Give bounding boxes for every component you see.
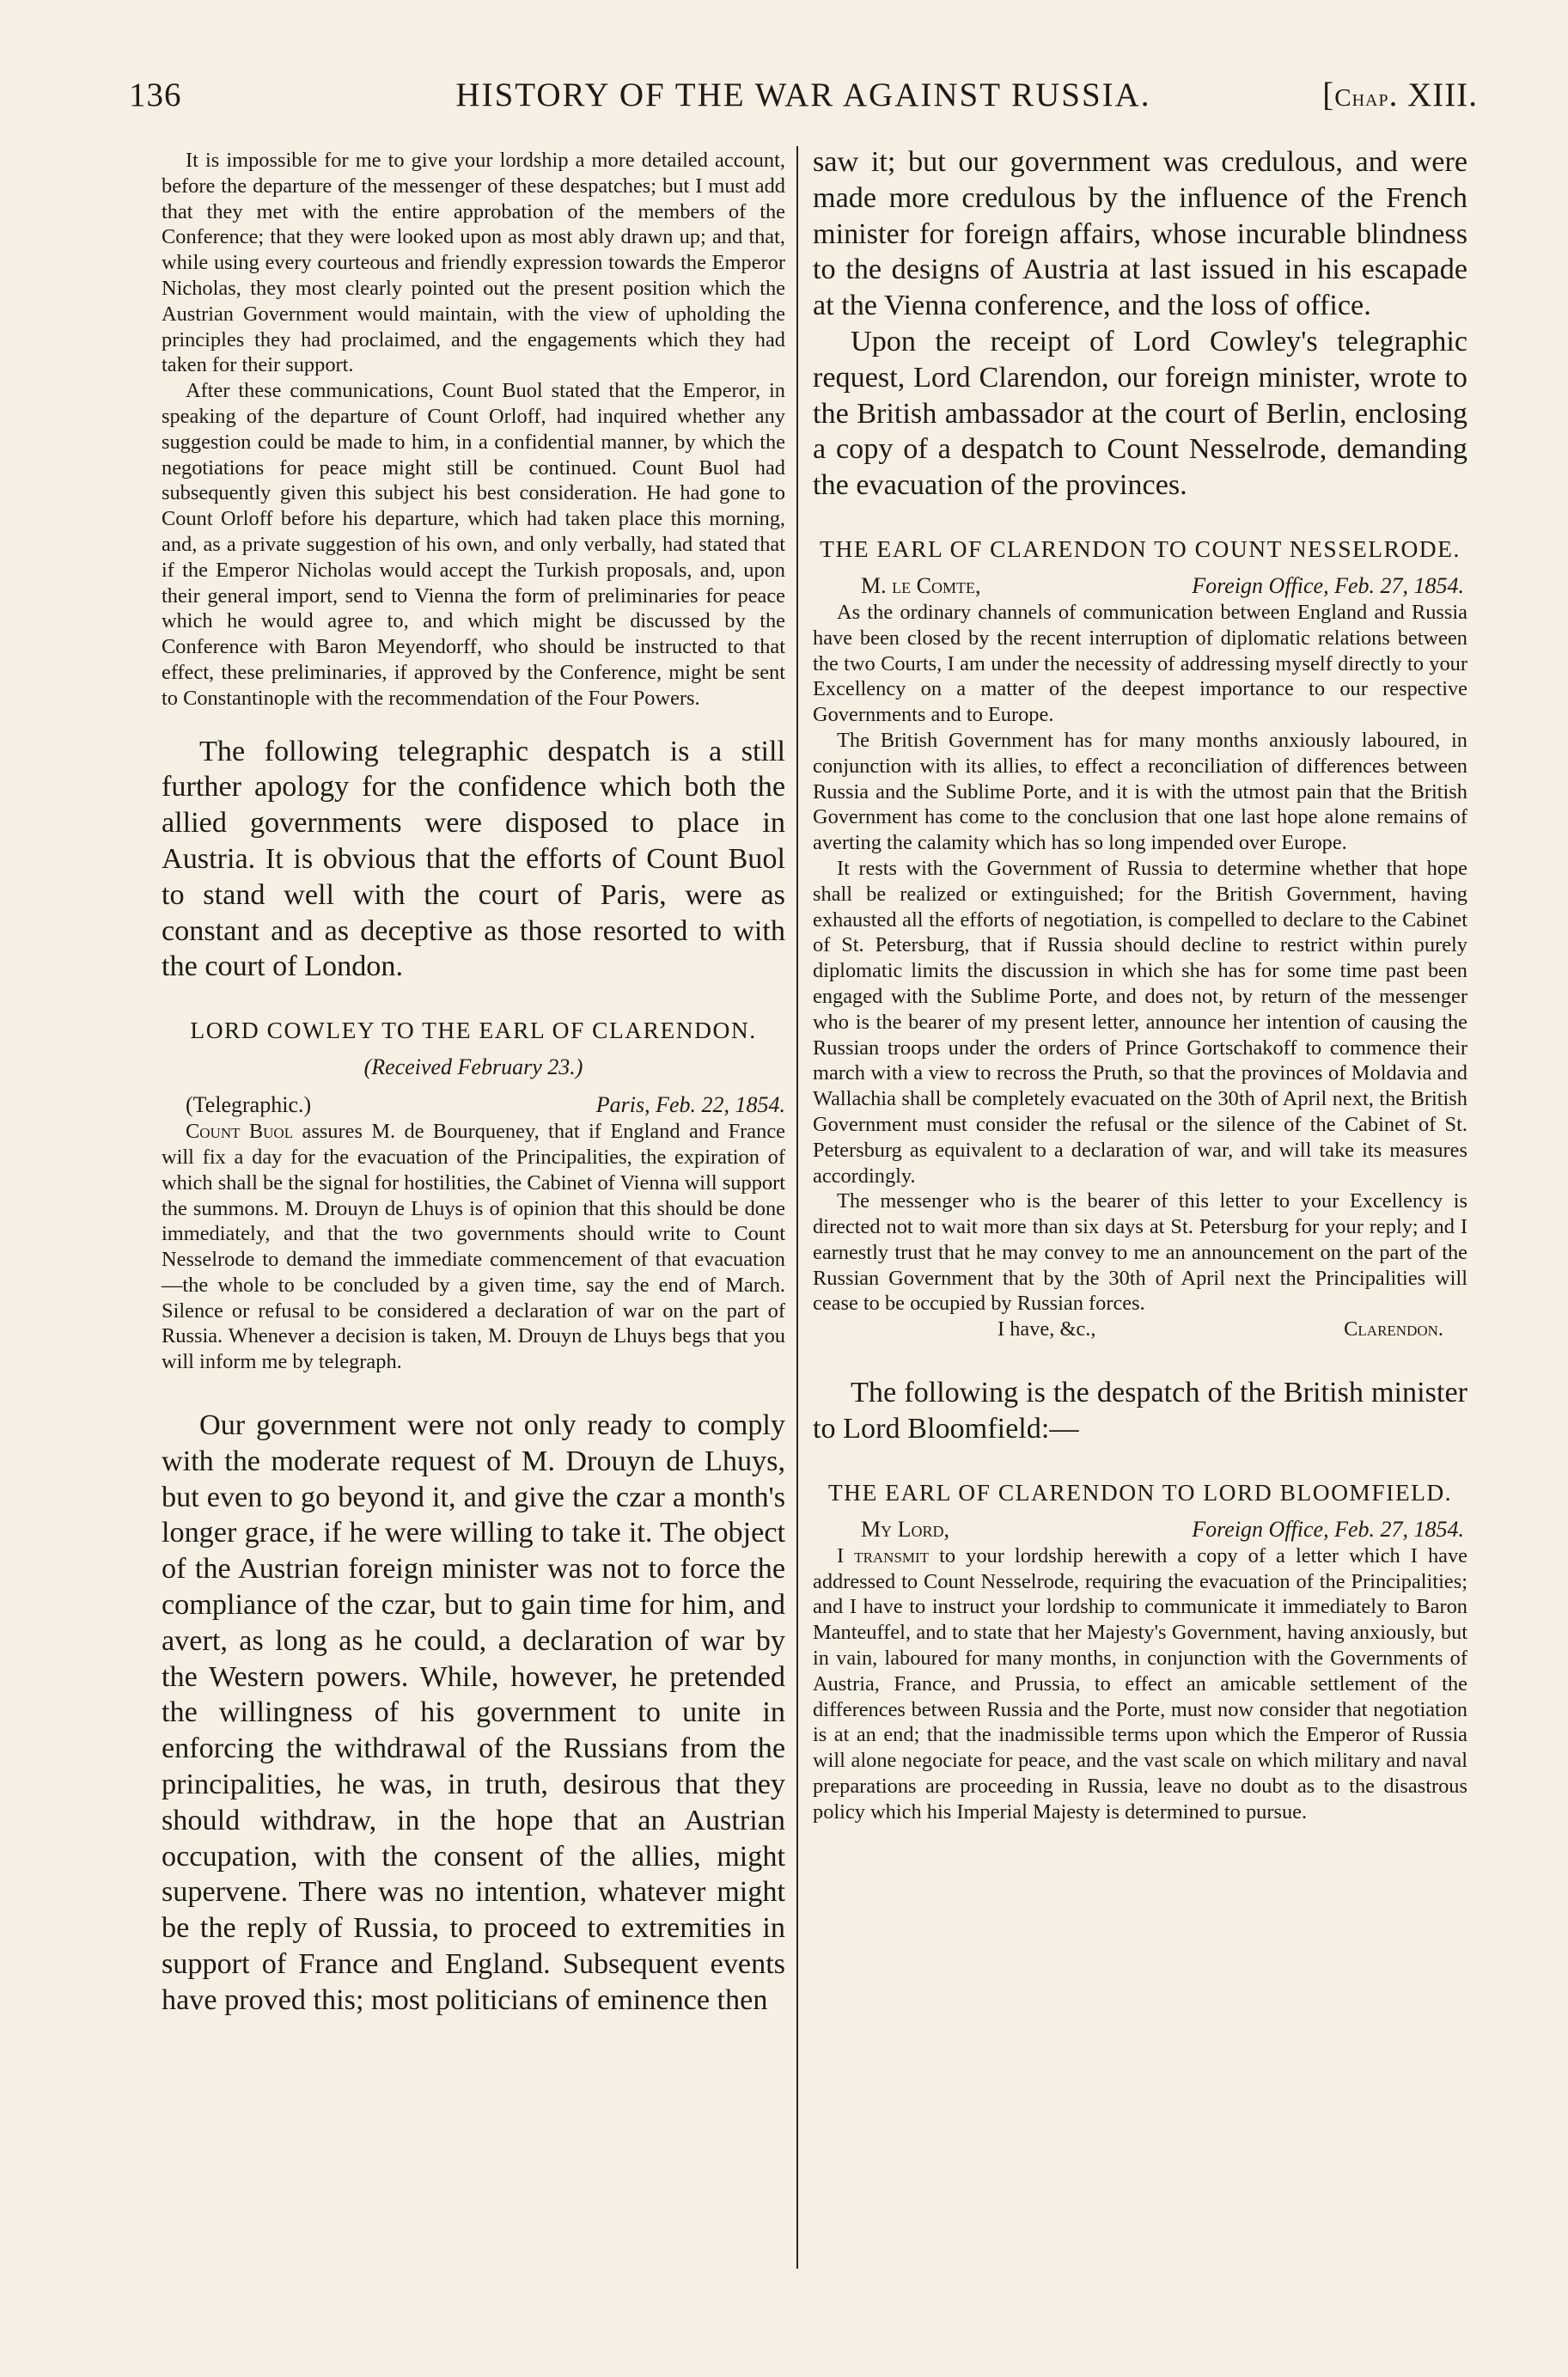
salutation-m: M. [861,572,893,598]
dateline-cowley [162,1091,785,1119]
left-narrative-paragraph-1: The following telegraphic despatch is a still further apology for the confidence which both the allied governments were disposed to place in Austria. It is obvious that the efforts of Count Buol to stand well with the court of Paris, were as constant and as deceptive as those resorted to with the court of London. [162,735,785,983]
letter-nesselrode-paragraph-3: It rests with the Government of Russia to determine whether that hope shall be realized or extinguished; for the British Government, having exhausted all the efforts of negotiation, is compelled to declare to the Cabinet of St. Petersburg, that if Russia should decline to restrict within purely diplomatic limits the discussion in which she has for some time past been engaged with the Sublime Porte, and does not, by return of the messenger who is the bearer of my present letter, announce her intention of causing the Russian troops under the orders of Prince Gortschakoff to commence their march with a view to recross the Pruth, so that the provinces of Moldavia and Wallachia shall be completely evacuated on the 30th of April next, the British Government must consider the refusal or the silence of the Cabinet of St. Petersburg as equivalent to a declaration of war, and will take its measures accordingly. [813,856,1467,1188]
left-column [162,148,785,2019]
bloomfield-lead: I transmit [837,1543,930,1567]
running-header [129,76,1478,127]
letter-heading-nesselrode: THE EARL OF CLARENDON TO COUNT NESSELRODE. [820,535,1461,562]
closing: I have, &c., [998,1317,1096,1341]
salutation-title: le Comte [892,572,975,598]
right-narrative-paragraph-2: Upon the receipt of Lord Cowley's telegraphic request, Lord Clarendon, our foreign minister, wrote to the British ambassador at the court of Berlin, enclosing a copy of a despatch to Count Nesselrode, demanding the evacuation of the provinces. [813,325,1467,502]
letter-nesselrode-paragraph-2: The British Government has for many months anxiously laboured, in conjunction with its allies, to effect a reconciliation of differences between Russia and the Sublime Porte, and it is with the utmost pain that the British Government has come to the conclusion that one last hope alone remains of averting the calamity which has so long impended over Europe. [813,728,1467,855]
right-narrative-paragraph-3: The following is the despatch of the British minister to Lord Bloomfield:— [813,1377,1467,1445]
right-column [813,148,1467,1825]
left-quote-paragraph-1: It is impossible for me to give your lordship a more detailed account, before the departure of the messenger of these despatches; but I must add that they met with the entire approbation of the members of the Conference; that they were looked upon as most ably drawn up; and that, while using every courteous and friendly expression towards the Emperor Nicholas, they most clearly pointed out the present position which the Austrian Government would maintain, with the view of upholding the principles they had proclaimed, and the engagements which they had taken for their support. [162,149,785,377]
received-note [162,1054,785,1081]
date-cowley: Paris, Feb. 22, 1854. [595,1092,785,1118]
chapter-bracket: [ [1322,76,1335,113]
chapter-label [1322,76,1478,114]
letter-heading-bloomfield: THE EARL OF CLARENDON TO LORD BLOOMFIELD. [827,1478,1453,1506]
signature-line [813,1317,1467,1342]
date-nesselrode: Foreign Office, Feb. 27, 1854. [1192,572,1464,598]
signature: Clarendon. [1344,1317,1443,1341]
chapter-number: . XIII. [1388,76,1478,113]
telegram-text: assures M. de Bourqueney, that if England and France will fix a day for the evacuation of the Principalities, the expiration of which shall be the signal for hostilities, the Cabinet of Vienna will support the summons. M. Drouyn de Lhuys is of opinion that this should be done immediately, and that the two governments should write to Count Nesselrode to demand the immediate commencement of that evacuation—the whole to be concluded by a given time, say the end of March. Silence or refusal to be considered a declaration of war on the part of Russia. Whenever a decision is taken, M. Drouyn de Lhuys begs that you will inform me by telegraph. [162,1120,785,1374]
telegraphic-label: (Telegraphic.) [186,1092,312,1118]
book-title: HISTORY OF THE WAR AGAINST RUSSIA. [455,76,1151,113]
bloomfield-text: to your lordship herewith a copy of a letter which I have addressed to Count Nesselrode, requiring the evacuation of the Principalities; and I have to instruct your lordship to communicate it immediately to Baron Manteuffel, and to state that her Majesty's Government, having anxiously, but in vain, laboured for many months, in conjunction with the Governments of Austria, France, and Prussia, to effect an amicable settlement of the differences between Russia and the Porte, must now consider that negotiation is at an end; that the inadmissible terms upon which the Emperor of Russia will alone negociate for peace, and the vast scale on which military and naval preparations are proceeding in Russia, leave no doubt as to the disastrous policy which his Imperial Majesty is determined to pursue. [813,1543,1467,1824]
letter-nesselrode-paragraph-1: As the ordinary channels of communication between England and Russia have been closed by the recent interruption of diplomatic relations between the two Courts, I am under the necessity of addressing myself directly to your Excellency on a matter of the deepest importance to our respective Governments and to Europe. [813,600,1467,727]
left-narrative-paragraph-2: Our government were not only ready to comply with the moderate request of M. Drouyn de Lhuys, but even to go beyond it, and give the czar a month's longer grace, if he were willing to take it. The object of the Austrian foreign minister was not to force the compliance of the czar, but to gain time for him, and avert, as long as he could, a declaration of war by the Western powers. While, however, he pretended the willingness of his government to unite in enforcing the withdrawal of the Russians from the principalities, he was, in truth, desirous that they should withdraw, in the hope that an Austrian occupation, with the consent of the allies, might supervene. There was no intention, whatever might be the reply of Russia, to proceed to extremities in support of France and England. Subsequent events have proved this; most politicians of eminence then [162,1409,785,2016]
chapter-word: Chap [1334,84,1389,112]
salutation-comma: , [974,572,981,598]
received-text: (Received February 23.) [363,1054,583,1080]
letter-bloomfield-paragraph [813,1543,1467,1825]
telegram-body [162,1119,785,1375]
dateline-bloomfield [813,1516,1467,1543]
column-divider [796,146,798,2269]
telegram-lead: Count Buol [186,1120,294,1144]
salutation-bloomfield: My Lord, [861,1516,950,1542]
right-narrative-paragraph-1: saw it; but our government was credulous, and were made more credulous by the influence of the French minister for foreign affairs, whose incurable blindness to the designs of Austria at last issued in his escapade at the Vienna conference, and the loss of office. [813,146,1467,322]
page-number: 136 [129,76,182,113]
letter-heading-cowley: LORD COWLEY TO THE EARL OF CLARENDON. [190,1017,757,1044]
date-bloomfield: Foreign Office, Feb. 27, 1854. [1192,1516,1464,1542]
dateline-nesselrode [813,572,1467,600]
left-quote-paragraph-2: After these communications, Count Buol stated that the Emperor, in speaking of the departure of Count Orloff, had inquired whether any suggestion could be made to him, in a confidential manner, by which the negotiations for peace might still be continued. Count Buol had subsequently given this subject his best consideration. He had gone to Count Orloff before his departure, which had taken place this morning, and, as a private suggestion of his own, and only verbally, had stated that if the Emperor Nicholas would accept the Turkish proposals, and, upon their general import, send to Vienna the form of preliminaries for peace which he would agree to, and which might be discussed by the Conference with Baron Meyendorff, who should be instructed to that effect, these preliminaries, if approved by the Conference, might be sent to Constantinople with the recommendation of the Four Powers. [162,379,785,710]
salutation-nesselrode [861,572,980,600]
letter-nesselrode-paragraph-4: The messenger who is the bearer of this letter to your Excellency is directed not to wait more than six days at St. Petersburg for your reply; and I earnestly trust that he may convey to me an announcement on the part of the Russian Government that by the 30th of April next the Principalities will cease to be occupied by Russian forces. [813,1189,1467,1316]
